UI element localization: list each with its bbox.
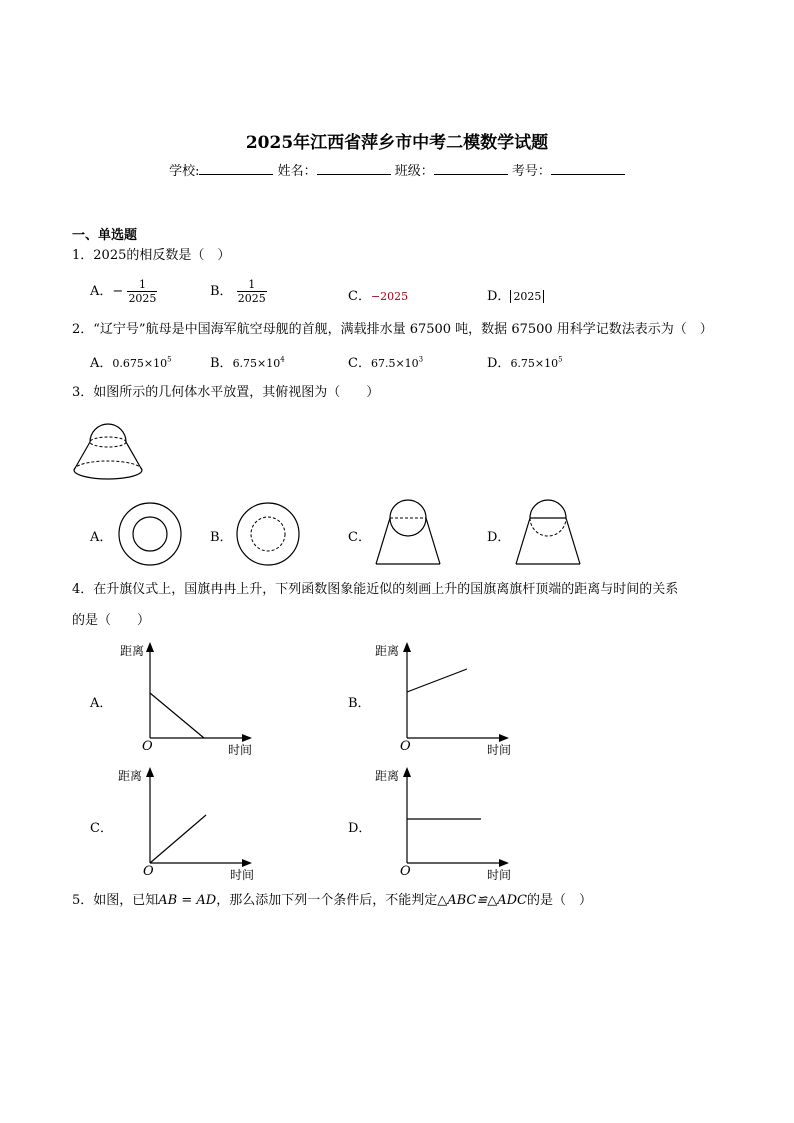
q3-option-a-figure: [116, 502, 184, 570]
exponent: 5: [558, 355, 563, 364]
option-label: A．: [90, 284, 113, 299]
q5-given-condition: AB = AD: [158, 893, 217, 908]
option-value: −2025: [370, 290, 409, 303]
q2-option-a: [90, 352, 172, 371]
name-label: 姓名：: [277, 164, 317, 179]
option-label: A．: [90, 356, 113, 371]
q4-option-c-label: C．: [90, 821, 113, 836]
school-blank: [199, 162, 273, 175]
q1-option-a: [90, 278, 157, 305]
q2-option-c: [348, 352, 423, 371]
q4-option-a-graph: [112, 638, 262, 758]
q1-stem: 1．2025的相反数是（ ）: [72, 248, 231, 263]
q1-option-b: [210, 278, 267, 305]
mantissa: 6.75×10: [232, 357, 281, 370]
number-label: 考号：: [511, 164, 551, 179]
q4-stem-line2: 的是（ ）: [72, 613, 151, 628]
option-label: D．: [487, 356, 511, 371]
origin-label: O: [400, 864, 411, 879]
denominator: 2025: [237, 292, 266, 305]
option-label: B．: [210, 284, 233, 299]
q4-option-b-graph: [369, 638, 519, 758]
x-axis-label: 时间: [487, 743, 512, 757]
q2-option-d: [487, 352, 563, 371]
option-label: C．: [348, 289, 371, 304]
q1-option-c: [348, 285, 408, 304]
mantissa: 0.675×10: [112, 357, 168, 370]
x-axis-label: 时间: [487, 868, 512, 882]
page-title: 2025年江西省萍乡市中考二模数学试题: [245, 133, 549, 153]
q5-suffix: 的是（ ）: [527, 893, 593, 908]
option-label: D．: [487, 289, 511, 304]
origin-label: O: [142, 739, 153, 754]
absolute-value: 2025: [510, 290, 544, 303]
mantissa: 67.5×10: [370, 357, 419, 370]
y-axis-label: 距离: [375, 644, 400, 658]
minus-sign: −: [112, 284, 124, 299]
q4-stem-line1: 4．在升旗仪式上，国旗冉冉上升，下列函数图象能近似的刻画上升的国旗离旗杆顶端的距离与时间的关系: [72, 582, 679, 597]
q4-option-c-graph: [112, 763, 262, 883]
x-axis-label: 时间: [228, 743, 253, 757]
q4-option-d-label: D．: [348, 821, 372, 836]
section-heading: 一、单选题: [72, 228, 138, 243]
class-label: 班级：: [394, 164, 434, 179]
q5-congruence: △ABC≌△ADC: [437, 893, 527, 908]
q4-option-b-label: B．: [348, 696, 371, 711]
q2-stem: 2．“辽宁号”航母是中国海军航空母舰的首舰，满载排水量 67500 吨，数据 67500 用科学记数法表示为（ ）: [72, 322, 713, 337]
exponent: 3: [418, 355, 424, 364]
q3-stem: 3．如图所示的几何体水平放置，其俯视图为（ ）: [72, 385, 380, 400]
q5-stem: [72, 891, 592, 911]
option-label: C．: [348, 356, 371, 371]
frustum-with-hemisphere-figure: [70, 412, 150, 484]
q3-option-b-figure: [234, 502, 302, 570]
origin-label: O: [143, 864, 154, 879]
x-axis-label: 时间: [230, 868, 255, 882]
q3-option-c-figure: [372, 496, 444, 568]
q4-option-a-label: A．: [90, 696, 113, 711]
q3-option-d-figure: [512, 496, 584, 568]
q3-option-c-label: C．: [348, 530, 371, 545]
y-axis-label: 距离: [120, 644, 145, 658]
class-blank: [434, 162, 508, 175]
numerator: 1: [248, 278, 256, 291]
exponent: 5: [167, 355, 172, 364]
school-label: 学校:: [169, 164, 200, 179]
y-axis-label: 距离: [375, 769, 400, 783]
exponent: 4: [280, 355, 285, 364]
student-info-line: [0, 160, 794, 179]
number-blank: [551, 162, 625, 175]
origin-label: O: [400, 739, 411, 754]
q3-option-b-label: B．: [210, 530, 233, 545]
y-axis-label: 距离: [118, 769, 143, 783]
q4-option-d-graph: [369, 763, 519, 883]
q2-option-b: [210, 352, 285, 371]
mantissa: 6.75×10: [510, 357, 559, 370]
q3-option-d-label: D．: [487, 530, 511, 545]
q5-prefix: 5．如图，已知: [72, 893, 159, 908]
q3-option-a-label: A．: [90, 530, 113, 545]
denominator: 2025: [128, 292, 157, 305]
q1-option-d: [487, 285, 544, 304]
option-label: B．: [210, 356, 233, 371]
fraction: [237, 278, 267, 305]
numerator: 1: [138, 278, 146, 291]
q5-middle: ，那么添加下列一个条件后，不能判定: [216, 893, 438, 908]
name-blank: [317, 162, 391, 175]
fraction: [127, 278, 157, 305]
